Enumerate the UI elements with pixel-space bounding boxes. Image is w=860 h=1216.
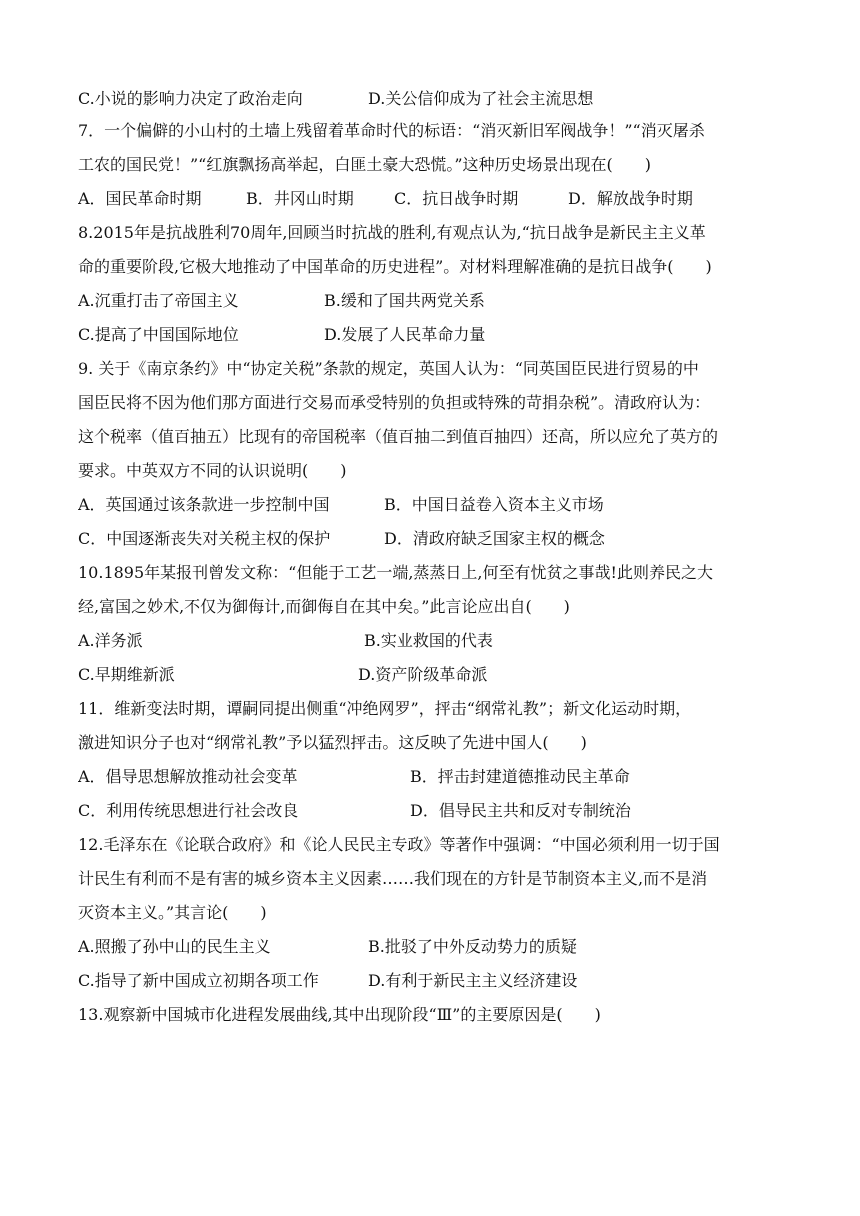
q9-options-ab: [78, 494, 790, 516]
q9-option-a[interactable]: A．英国通过该条款进一步控制中国: [78, 495, 330, 514]
q10-stem-line-1: 10.1895年某报刊曾发文称：“但能于工艺一端,蒸蒸日上,何至有忧贫之事哉!此则养民之大: [78, 563, 713, 582]
q10-options-ab: [78, 630, 790, 652]
q12-stem-line-3: 灭资本主义。”其言论( ): [78, 903, 267, 922]
q12-stem-line-1: 12.毛泽东在《论联合政府》和《论人民民主专政》等著作中强调：“中国必须利用一切于国: [78, 835, 720, 854]
q9-stem-line-2: 国臣民将不因为他们那方面进行交易而承受特别的负担或特殊的苛捐杂税”。清政府认为：: [78, 393, 711, 412]
q10-stem-line-2: 经,富国之妙术,不仅为御侮计,而御侮自在其中矣。”此言论应出自( ): [78, 597, 570, 616]
q11-stem-line-2: 激进知识分子也对“纲常礼教”予以猛烈抨击。这反映了先进中国人( ): [78, 733, 587, 752]
q8-options-ab: [78, 290, 790, 312]
q9-options-cd: [78, 528, 790, 550]
q12-option-b[interactable]: B.批驳了中外反动势力的质疑: [368, 937, 577, 956]
q9-stem-line-3: 这个税率（值百抽五）比现有的帝国税率（值百抽二到值百抽四）还高，所以应允了英方的: [78, 427, 719, 446]
q7-option-b[interactable]: B．井冈山时期: [246, 189, 354, 208]
q7-stem-line-1: 7．一个偏僻的小山村的土墙上残留着革命时代的标语：“消灭新旧军阀战争！”“消灭屠杀: [78, 121, 705, 140]
q6-option-d[interactable]: D.关公信仰成为了社会主流思想: [368, 89, 594, 108]
q11-stem-line-1: 11．维新变法时期，谭嗣同提出侧重“冲绝网罗”，抨击“纲常礼教”；新文化运动时期，: [78, 699, 692, 718]
q6-options-cd: [78, 88, 790, 110]
q11-options-cd: [78, 800, 790, 822]
q10-option-c[interactable]: C.早期维新派: [78, 665, 175, 684]
q7-options: [78, 188, 790, 210]
q8-stem-line-1: 8.2015年是抗战胜利70周年,回顾当时抗战的胜利,有观点认为,“抗日战争是新民主主义革: [78, 223, 706, 242]
q7-option-a[interactable]: A．国民革命时期: [78, 189, 202, 208]
q12-option-d[interactable]: D.有利于新民主主义经济建设: [368, 971, 578, 990]
q10-option-a[interactable]: A.洋务派: [78, 631, 143, 650]
q13-stem-line-1: 13.观察新中国城市化进程发展曲线,其中出现阶段“Ⅲ”的主要原因是( ): [78, 1005, 601, 1024]
q11-option-d[interactable]: D．倡导民主共和反对专制统治: [410, 801, 631, 820]
q9-option-c[interactable]: C．中国逐渐丧失对关税主权的保护: [78, 529, 331, 548]
q8-option-d[interactable]: D.发展了人民革命力量: [324, 325, 486, 344]
q11-option-b[interactable]: B．抨击封建道德推动民主革命: [410, 767, 630, 786]
q12-options-ab: [78, 936, 790, 958]
q12-option-c[interactable]: C.指导了新中国成立初期各项工作: [78, 971, 319, 990]
q11-option-c[interactable]: C．利用传统思想进行社会改良: [78, 801, 299, 820]
q8-option-b[interactable]: B.缓和了国共两党关系: [324, 291, 485, 310]
q9-stem-line-1: 9. 关于《南京条约》中“协定关税”条款的规定，英国人认为：“同英国臣民进行贸易的中: [78, 359, 699, 378]
q9-option-b[interactable]: B．中国日益卷入资本主义市场: [384, 495, 604, 514]
q10-options-cd: [78, 664, 790, 686]
q11-options-ab: [78, 766, 790, 788]
q12-option-a[interactable]: A.照搬了孙中山的民生主义: [78, 937, 271, 956]
q7-option-d[interactable]: D．解放战争时期: [568, 189, 693, 208]
q6-option-c[interactable]: C.小说的影响力决定了政治走向: [78, 89, 303, 108]
q8-option-a[interactable]: A.沉重打击了帝国主义: [78, 291, 239, 310]
q7-stem-line-2: 工农的国民党！”“红旗飘扬高举起，白匪土豪大恐慌。”这种历史场景出现在( ): [78, 155, 652, 174]
q9-option-d[interactable]: D．清政府缺乏国家主权的概念: [384, 529, 605, 548]
q7-option-c[interactable]: C．抗日战争时期: [394, 189, 519, 208]
q8-stem-line-2: 命的重要阶段,它极大地推动了中国革命的历史进程”。对材料理解准确的是抗日战争( ): [78, 257, 712, 276]
q8-options-cd: [78, 324, 790, 346]
q10-option-d[interactable]: D.资产阶级革命派: [358, 665, 488, 684]
q12-stem-line-2: 计民生有利而不是有害的城乡资本主义因素……我们现在的方针是节制资本主义,而不是消: [78, 869, 708, 888]
q9-stem-line-4: 要求。中英双方不同的认识说明( ): [78, 461, 347, 480]
q10-option-b[interactable]: B.实业救国的代表: [364, 631, 493, 650]
q8-option-c[interactable]: C.提高了中国国际地位: [78, 325, 239, 344]
q12-options-cd: [78, 970, 790, 992]
q11-option-a[interactable]: A．倡导思想解放推动社会变革: [78, 767, 298, 786]
